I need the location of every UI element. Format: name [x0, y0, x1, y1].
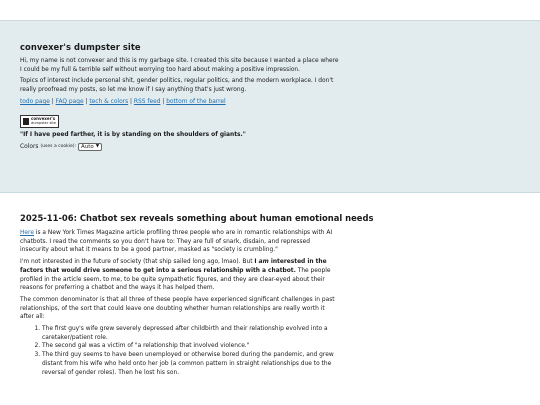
post-paragraph-1-text: is a New York Times Magazine article profiling three people who are in romantic relationships with AI chatbots. I read the comments so you don't have to: They are full of snark, disdain, and repressed insecurity about what it means to be a good partner, masked as "society is crumbling." — [20, 230, 333, 254]
site-intro: Hi, my name is not convexer and this is my garbage site. I created this site because I wanted a place where I could be my full & terrible self without worrying too hard about making a positive impression. — [20, 58, 339, 73]
nav-separator: | — [130, 98, 133, 105]
dumpster-icon — [23, 118, 29, 125]
top-strip — [0, 0, 540, 21]
color-settings — [20, 143, 520, 151]
post-paragraph-2 — [20, 258, 338, 293]
tech-colors-link[interactable]: tech & colors — [89, 98, 129, 105]
badge-line1: convexer's — [31, 116, 56, 122]
todo-page-link[interactable]: todo page — [20, 98, 50, 105]
nav-separator: | — [51, 98, 54, 105]
colors-note: (uses a cookie): — [40, 144, 77, 150]
badge-line2: dumpster site — [31, 121, 56, 126]
nav-links — [20, 98, 520, 107]
site-title: convexer's dumpster site — [20, 42, 141, 52]
list-item: 2. The second gal was a victim of "a relationship that involved violence." — [42, 342, 352, 351]
color-scheme-select[interactable] — [78, 143, 102, 151]
list-item: 3. The third guy seems to have been unemployed or otherwise bored during the pandemic, and grew distant from his wife who held onto her job (a common pattern in straight relationships due to the reversal of gender roles). Then he lost his son. — [42, 351, 352, 377]
faq-page-link[interactable]: FAQ page — [55, 98, 84, 105]
bottom-of-barrel-link[interactable]: bottom of the barrel — [166, 98, 226, 105]
nav-separator: | — [85, 98, 88, 105]
site-quote: "If I have peed farther, it is by standing on the shoulders of giants." — [20, 131, 246, 138]
post-paragraph-2-bold-b: interested in the factors that would drive someone to get into a serious relationship with a chatbot. — [20, 259, 327, 274]
post-article — [0, 193, 540, 377]
list-item: 1. The first guy's wife grew severely depressed after childbirth and their relationship evolved into a caretaker/patient role. — [42, 325, 352, 342]
post-paragraph-2-start: I'm not interested in the future of society (that ship sailed long ago, lmao). But — [20, 259, 255, 266]
colors-label: Colors — [20, 143, 39, 150]
rss-feed-link[interactable]: RSS feed — [133, 98, 161, 105]
post-paragraph-2-bold-a: I — [254, 259, 259, 266]
nav-separator: | — [162, 98, 165, 105]
site-badge[interactable] — [20, 115, 59, 128]
post-paragraph-2-emphasis: am — [258, 259, 269, 266]
color-scheme-value: Auto — [81, 143, 94, 150]
reasons-list — [20, 325, 352, 377]
site-topics: Topics of interest include personal shit, gender politics, regular politics, and the modern workplace. I don't really proofread my posts, so let me know if I say anything that's just wrong. — [20, 78, 334, 94]
post-paragraph-2-end: The people profiled in the article seem, to me, to be quite sympathetic figures, and they are clear-eyed about their reasons for preferring a chatbot and the ways it has helped them. — [20, 267, 331, 292]
chevron-down-icon: ▼ — [95, 144, 100, 150]
post-title: 2025-11-06: Chatbot sex reveals something about human emotional needs — [20, 213, 374, 223]
post-paragraph-1 — [20, 229, 338, 255]
post-paragraph-3: The common denominator is that all three of these people have experienced significant challenges in past relationships, of the sort that could leave one doubting whether human relationships are really worth it after all: — [20, 296, 335, 321]
site-header — [0, 21, 540, 193]
nyt-article-link[interactable]: Here — [20, 230, 34, 236]
